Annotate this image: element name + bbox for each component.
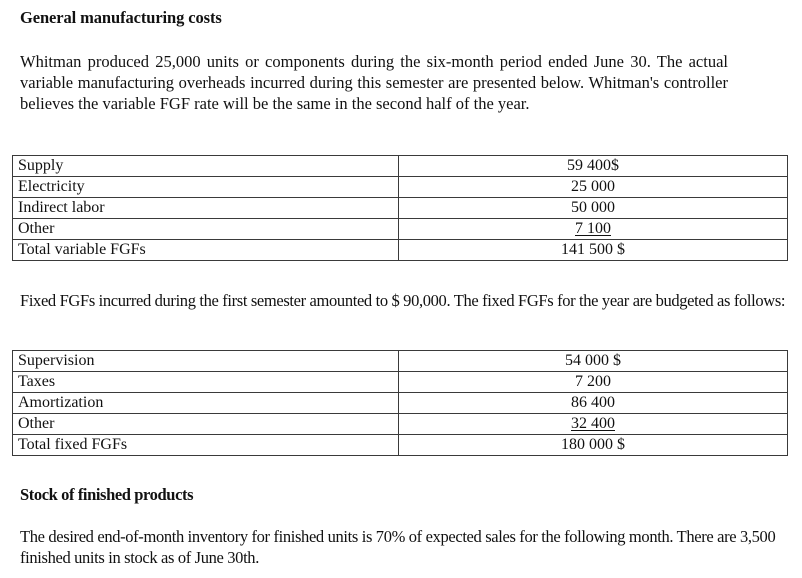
table-row <box>13 219 788 240</box>
table-row-total <box>13 240 788 261</box>
row-label: Total variable FGFs <box>13 240 399 261</box>
row-label: Other <box>13 414 399 435</box>
row-value <box>399 372 788 393</box>
table-row <box>13 198 788 219</box>
table-row-total <box>13 435 788 456</box>
value-text: 32 400 <box>571 415 615 432</box>
row-label: Taxes <box>13 372 399 393</box>
row-value <box>399 393 788 414</box>
row-label: Total fixed FGFs <box>13 435 399 456</box>
value-text: 7 200 <box>575 373 611 390</box>
row-label: Supply <box>13 156 399 177</box>
table-row <box>13 372 788 393</box>
table-row <box>13 177 788 198</box>
table-row <box>13 351 788 372</box>
value-text: 59 400$ <box>567 157 619 174</box>
variable-fgf-table <box>12 155 788 261</box>
heading-general-manufacturing-costs: General manufacturing costs <box>20 8 222 27</box>
row-value <box>399 435 788 456</box>
value-text: 50 000 <box>571 199 615 216</box>
fixed-fgf-table <box>12 350 788 456</box>
value-text: 141 500 $ <box>561 241 625 258</box>
stock-paragraph: The desired end-of-month inventory for finished units is 70% of expected sales for the following month. There are 3,500 finished units in stock as of June 30th. <box>20 527 776 567</box>
value-text: 180 000 $ <box>561 436 625 453</box>
row-value <box>399 219 788 240</box>
row-value <box>399 240 788 261</box>
row-value <box>399 414 788 435</box>
row-label: Supervision <box>13 351 399 372</box>
table-row <box>13 414 788 435</box>
row-label: Amortization <box>13 393 399 414</box>
table-row <box>13 156 788 177</box>
value-text: 54 000 $ <box>565 352 621 369</box>
row-value <box>399 156 788 177</box>
intro-paragraph: Whitman produced 25,000 units or components during the six-month period ended June 30. The actual variable manufacturing overheads incurred during this semester are presented below. Whitman's controller believes the variable FGF rate will be the same in the second half of the year. <box>20 52 728 113</box>
row-label: Other <box>13 219 399 240</box>
row-value <box>399 198 788 219</box>
fixed-fgf-paragraph: Fixed FGFs incurred during the first semester amounted to $ 90,000. The fixed FGFs for the year are budgeted as follows: <box>20 291 786 310</box>
row-label: Indirect labor <box>13 198 399 219</box>
table-row <box>13 393 788 414</box>
value-text: 25 000 <box>571 178 615 195</box>
row-value <box>399 351 788 372</box>
row-label: Electricity <box>13 177 399 198</box>
heading-stock-of-finished-products: Stock of finished products <box>20 485 194 504</box>
value-text: 7 100 <box>575 220 611 237</box>
value-text: 86 400 <box>571 394 615 411</box>
row-value <box>399 177 788 198</box>
